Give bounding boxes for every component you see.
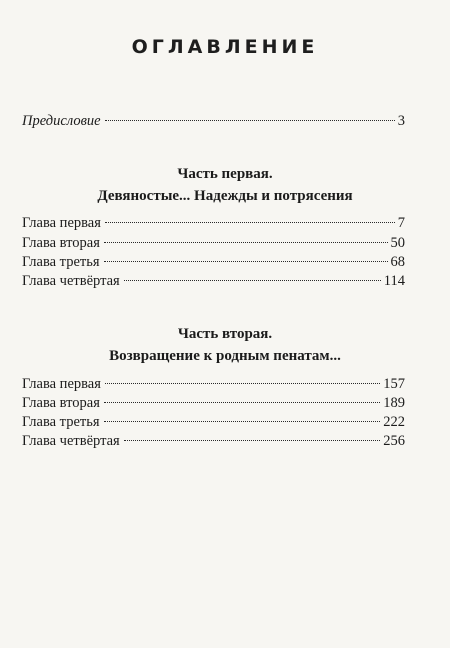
toc-entry[interactable] <box>22 413 405 431</box>
dot-leader <box>105 383 380 384</box>
toc-entry-page-number: 3 <box>397 113 405 129</box>
toc-entry-label: Глава четвёртая <box>22 273 120 289</box>
toc-entry-page-number: 157 <box>383 376 405 392</box>
toc-entry[interactable] <box>22 214 405 232</box>
part-heading-1 <box>0 163 450 207</box>
toc-entry[interactable] <box>22 375 405 393</box>
dot-leader <box>104 402 380 403</box>
part-heading-2 <box>0 323 450 367</box>
toc-entry[interactable] <box>22 253 405 271</box>
toc-entry-label: Глава первая <box>22 215 101 231</box>
toc-entry[interactable] <box>22 234 405 252</box>
dot-leader <box>104 242 388 243</box>
toc-entry-page-number: 222 <box>383 414 405 430</box>
part-heading-title: Часть вторая. <box>177 326 273 342</box>
toc-entry-label: Глава вторая <box>22 395 100 411</box>
dot-leader <box>124 280 381 281</box>
toc-entry-page-number: 50 <box>390 235 405 251</box>
toc-entry[interactable] <box>22 394 405 412</box>
toc-entry[interactable] <box>22 272 405 290</box>
dot-leader <box>105 120 395 121</box>
toc-entry-label: Предисловие <box>22 113 101 129</box>
dot-leader <box>124 440 381 441</box>
dot-leader <box>104 261 388 262</box>
toc-entry-page-number: 189 <box>383 395 405 411</box>
toc-entry-label: Глава третья <box>22 414 100 430</box>
toc-entry-preface[interactable] <box>22 112 405 130</box>
toc-entry-page-number: 114 <box>383 273 405 289</box>
page-title: ОГЛАВЛЕНИЕ <box>131 36 319 58</box>
dot-leader <box>104 421 381 422</box>
toc-entry-label: Глава первая <box>22 376 101 392</box>
toc-entry-page-number: 7 <box>397 215 405 231</box>
part-heading-title: Часть первая. <box>177 166 273 182</box>
part-heading-subtitle: Возвращение к родным пенатам... <box>109 348 341 364</box>
dot-leader <box>105 222 395 223</box>
toc-entry-label: Глава четвёртая <box>22 433 120 449</box>
toc-entry-page-number: 256 <box>383 433 405 449</box>
toc-entry-label: Глава вторая <box>22 235 100 251</box>
toc-entry-label: Глава третья <box>22 254 100 270</box>
part-heading-subtitle: Девяностые... Надежды и потрясения <box>97 188 353 204</box>
toc-entry-page-number: 68 <box>390 254 405 270</box>
toc-entry[interactable] <box>22 432 405 450</box>
